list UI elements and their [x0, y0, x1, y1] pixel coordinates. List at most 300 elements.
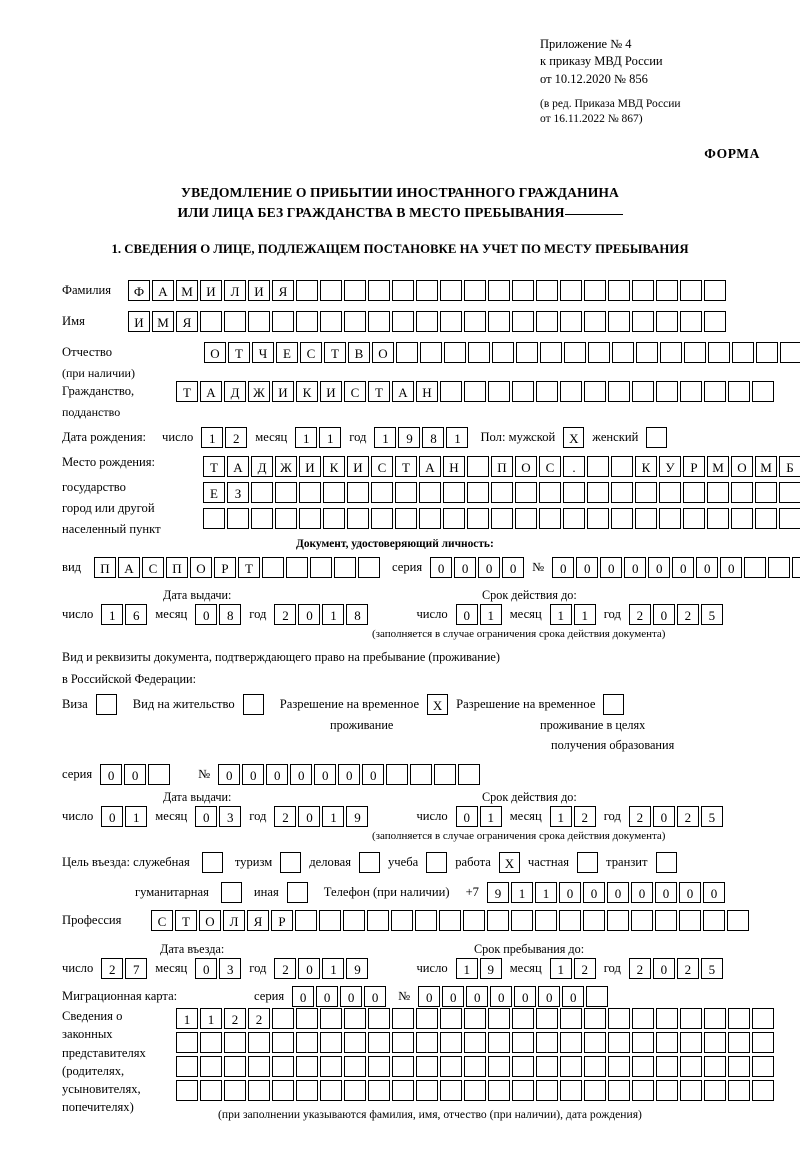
box-cell[interactable]	[516, 342, 538, 363]
box-cell[interactable]	[200, 1080, 222, 1101]
box-cell[interactable]	[434, 764, 456, 785]
box-cell[interactable]	[632, 381, 654, 402]
box-cell[interactable]: В	[348, 342, 370, 363]
box-cell[interactable]	[319, 910, 341, 931]
box-cell[interactable]: 0	[298, 958, 320, 979]
box-cell[interactable]	[323, 508, 345, 529]
box-cell[interactable]: 0	[703, 882, 725, 903]
box-cell[interactable]	[416, 1056, 438, 1077]
edu-residence-checkbox[interactable]	[603, 694, 624, 715]
box-cell[interactable]: 0	[653, 806, 675, 827]
box-cell[interactable]: 9	[398, 427, 420, 448]
box-cell[interactable]	[584, 381, 606, 402]
purpose-business-checkbox[interactable]	[359, 852, 380, 873]
box-cell[interactable]	[704, 381, 726, 402]
box-cell[interactable]: 0	[478, 557, 500, 578]
box-cell[interactable]	[680, 280, 702, 301]
issue-month-input[interactable]	[195, 604, 241, 625]
box-cell[interactable]	[176, 1056, 198, 1077]
box-cell[interactable]	[560, 381, 582, 402]
box-cell[interactable]	[464, 1008, 486, 1029]
box-cell[interactable]	[536, 1056, 558, 1077]
doc-kind-input[interactable]	[94, 557, 380, 578]
box-cell[interactable]	[368, 1032, 390, 1053]
box-cell[interactable]	[296, 1080, 318, 1101]
box-cell[interactable]: Р	[271, 910, 293, 931]
box-cell[interactable]	[515, 482, 537, 503]
box-cell[interactable]: 0	[490, 986, 512, 1007]
box-cell[interactable]	[416, 280, 438, 301]
box-cell[interactable]: Д	[224, 381, 246, 402]
box-cell[interactable]	[636, 342, 658, 363]
box-cell[interactable]: 0	[466, 986, 488, 1007]
box-cell[interactable]: 8	[346, 604, 368, 625]
box-cell[interactable]	[768, 557, 790, 578]
box-cell[interactable]	[563, 482, 585, 503]
box-cell[interactable]	[347, 482, 369, 503]
surname-input[interactable]	[128, 280, 726, 301]
legal-rep-input-4[interactable]	[176, 1080, 774, 1101]
box-cell[interactable]: А	[419, 456, 441, 477]
box-cell[interactable]: Ф	[128, 280, 150, 301]
box-cell[interactable]: 0	[679, 882, 701, 903]
box-cell[interactable]	[487, 910, 509, 931]
box-cell[interactable]	[416, 311, 438, 332]
box-cell[interactable]	[632, 280, 654, 301]
box-cell[interactable]	[756, 342, 778, 363]
box-cell[interactable]: К	[323, 456, 345, 477]
box-cell[interactable]: К	[635, 456, 657, 477]
box-cell[interactable]	[656, 1080, 678, 1101]
box-cell[interactable]: Я	[176, 311, 198, 332]
purpose-study-checkbox[interactable]	[426, 852, 447, 873]
box-cell[interactable]	[656, 381, 678, 402]
box-cell[interactable]	[587, 508, 609, 529]
box-cell[interactable]	[368, 1008, 390, 1029]
box-cell[interactable]	[320, 1008, 342, 1029]
box-cell[interactable]	[535, 910, 557, 931]
valid-month-input[interactable]	[550, 604, 596, 625]
box-cell[interactable]: А	[227, 456, 249, 477]
purpose-humanitarian-checkbox[interactable]	[221, 882, 242, 903]
box-cell[interactable]: Н	[443, 456, 465, 477]
box-cell[interactable]: 0	[600, 557, 622, 578]
box-cell[interactable]	[272, 1080, 294, 1101]
box-cell[interactable]: 0	[514, 986, 536, 1007]
box-cell[interactable]: 1	[200, 1008, 222, 1029]
box-cell[interactable]: 0	[538, 986, 560, 1007]
box-cell[interactable]: К	[296, 381, 318, 402]
box-cell[interactable]	[224, 1056, 246, 1077]
box-cell[interactable]: 0	[559, 882, 581, 903]
box-cell[interactable]	[262, 557, 284, 578]
box-cell[interactable]	[512, 1080, 534, 1101]
box-cell[interactable]: А	[152, 280, 174, 301]
box-cell[interactable]: 0	[624, 557, 646, 578]
stay-valid-year-input[interactable]	[629, 806, 723, 827]
box-cell[interactable]	[323, 482, 345, 503]
box-cell[interactable]: И	[200, 280, 222, 301]
box-cell[interactable]: 0	[655, 882, 677, 903]
box-cell[interactable]	[612, 342, 634, 363]
box-cell[interactable]	[608, 1032, 630, 1053]
box-cell[interactable]	[272, 1032, 294, 1053]
box-cell[interactable]	[728, 381, 750, 402]
box-cell[interactable]: 3	[219, 806, 241, 827]
box-cell[interactable]	[488, 1080, 510, 1101]
box-cell[interactable]	[392, 311, 414, 332]
box-cell[interactable]	[468, 342, 490, 363]
box-cell[interactable]	[583, 910, 605, 931]
doc-series-input[interactable]	[430, 557, 524, 578]
box-cell[interactable]	[752, 1080, 774, 1101]
box-cell[interactable]: Ж	[275, 456, 297, 477]
box-cell[interactable]: Е	[203, 482, 225, 503]
box-cell[interactable]	[347, 508, 369, 529]
box-cell[interactable]: 0	[101, 806, 123, 827]
stay-issue-year-input[interactable]	[274, 806, 368, 827]
box-cell[interactable]	[656, 1008, 678, 1029]
box-cell[interactable]	[295, 910, 317, 931]
box-cell[interactable]	[704, 280, 726, 301]
box-cell[interactable]: 1	[550, 806, 572, 827]
box-cell[interactable]: 0	[552, 557, 574, 578]
migration-number-input[interactable]	[418, 986, 608, 1007]
box-cell[interactable]	[224, 1032, 246, 1053]
box-cell[interactable]	[392, 1056, 414, 1077]
box-cell[interactable]: П	[166, 557, 188, 578]
box-cell[interactable]	[224, 1080, 246, 1101]
box-cell[interactable]	[752, 1008, 774, 1029]
stay-until-month-input[interactable]	[550, 958, 596, 979]
box-cell[interactable]: 5	[701, 806, 723, 827]
box-cell[interactable]	[512, 280, 534, 301]
box-cell[interactable]: 2	[274, 806, 296, 827]
box-cell[interactable]: 0	[362, 764, 384, 785]
box-cell[interactable]	[680, 1032, 702, 1053]
box-cell[interactable]	[680, 1008, 702, 1029]
box-cell[interactable]: 9	[346, 806, 368, 827]
box-cell[interactable]: Т	[228, 342, 250, 363]
box-cell[interactable]	[536, 311, 558, 332]
box-cell[interactable]	[586, 986, 608, 1007]
box-cell[interactable]	[467, 508, 489, 529]
box-cell[interactable]	[536, 1008, 558, 1029]
box-cell[interactable]	[440, 280, 462, 301]
box-cell[interactable]	[680, 1056, 702, 1077]
purpose-service-checkbox[interactable]	[202, 852, 223, 873]
box-cell[interactable]	[680, 1080, 702, 1101]
box-cell[interactable]	[344, 1008, 366, 1029]
box-cell[interactable]: И	[320, 381, 342, 402]
box-cell[interactable]	[635, 482, 657, 503]
box-cell[interactable]	[679, 910, 701, 931]
box-cell[interactable]	[727, 910, 749, 931]
phone-input[interactable]	[487, 882, 725, 903]
box-cell[interactable]	[728, 1056, 750, 1077]
box-cell[interactable]	[464, 1056, 486, 1077]
box-cell[interactable]	[440, 311, 462, 332]
box-cell[interactable]: О	[372, 342, 394, 363]
sex-male-checkbox[interactable]: X	[563, 427, 584, 448]
box-cell[interactable]	[792, 557, 800, 578]
box-cell[interactable]: М	[152, 311, 174, 332]
box-cell[interactable]	[608, 311, 630, 332]
entry-day-input[interactable]	[101, 958, 147, 979]
box-cell[interactable]: О	[199, 910, 221, 931]
box-cell[interactable]	[344, 1032, 366, 1053]
box-cell[interactable]: 0	[314, 764, 336, 785]
box-cell[interactable]	[492, 342, 514, 363]
box-cell[interactable]	[779, 508, 800, 529]
box-cell[interactable]	[443, 508, 465, 529]
box-cell[interactable]	[704, 1008, 726, 1029]
box-cell[interactable]	[608, 1080, 630, 1101]
box-cell[interactable]	[560, 1008, 582, 1029]
box-cell[interactable]	[704, 1080, 726, 1101]
purpose-transit-checkbox[interactable]	[656, 852, 677, 873]
box-cell[interactable]	[416, 1008, 438, 1029]
box-cell[interactable]	[419, 482, 441, 503]
temp-residence-checkbox[interactable]: X	[427, 694, 448, 715]
box-cell[interactable]	[680, 381, 702, 402]
box-cell[interactable]	[683, 508, 705, 529]
box-cell[interactable]	[659, 482, 681, 503]
box-cell[interactable]	[358, 557, 380, 578]
birth-place-line1-input[interactable]	[203, 456, 800, 477]
box-cell[interactable]: .	[563, 456, 585, 477]
box-cell[interactable]: 0	[653, 958, 675, 979]
box-cell[interactable]	[440, 1056, 462, 1077]
box-cell[interactable]	[272, 1008, 294, 1029]
box-cell[interactable]: 0	[442, 986, 464, 1007]
box-cell[interactable]: 0	[576, 557, 598, 578]
box-cell[interactable]: 2	[677, 604, 699, 625]
box-cell[interactable]	[563, 508, 585, 529]
box-cell[interactable]	[611, 508, 633, 529]
box-cell[interactable]	[540, 342, 562, 363]
box-cell[interactable]	[296, 311, 318, 332]
box-cell[interactable]	[439, 910, 461, 931]
box-cell[interactable]: 9	[480, 958, 502, 979]
box-cell[interactable]	[368, 1080, 390, 1101]
box-cell[interactable]	[632, 1056, 654, 1077]
box-cell[interactable]: И	[272, 381, 294, 402]
box-cell[interactable]	[728, 1008, 750, 1029]
box-cell[interactable]	[464, 381, 486, 402]
box-cell[interactable]	[200, 311, 222, 332]
box-cell[interactable]: 0	[242, 764, 264, 785]
box-cell[interactable]	[660, 342, 682, 363]
purpose-tourism-checkbox[interactable]	[280, 852, 301, 873]
issue-year-input[interactable]	[274, 604, 368, 625]
box-cell[interactable]: 1	[125, 806, 147, 827]
box-cell[interactable]	[440, 1080, 462, 1101]
stay-until-day-input[interactable]	[456, 958, 502, 979]
box-cell[interactable]: 2	[629, 806, 651, 827]
box-cell[interactable]: С	[151, 910, 173, 931]
box-cell[interactable]	[536, 280, 558, 301]
box-cell[interactable]	[708, 342, 730, 363]
residence-permit-checkbox[interactable]	[243, 694, 264, 715]
box-cell[interactable]: С	[300, 342, 322, 363]
box-cell[interactable]: Т	[238, 557, 260, 578]
legal-rep-input-2[interactable]	[176, 1032, 774, 1053]
box-cell[interactable]	[584, 1056, 606, 1077]
box-cell[interactable]	[443, 482, 465, 503]
box-cell[interactable]	[779, 482, 800, 503]
box-cell[interactable]: 0	[266, 764, 288, 785]
box-cell[interactable]	[584, 1080, 606, 1101]
stay-issue-day-input[interactable]	[101, 806, 147, 827]
box-cell[interactable]	[320, 280, 342, 301]
box-cell[interactable]	[296, 1056, 318, 1077]
box-cell[interactable]	[683, 482, 705, 503]
box-cell[interactable]: 0	[292, 986, 314, 1007]
box-cell[interactable]: Т	[368, 381, 390, 402]
box-cell[interactable]	[744, 557, 766, 578]
box-cell[interactable]: 2	[629, 958, 651, 979]
box-cell[interactable]: 1	[550, 958, 572, 979]
box-cell[interactable]	[656, 1032, 678, 1053]
box-cell[interactable]	[320, 1056, 342, 1077]
box-cell[interactable]: 2	[574, 958, 596, 979]
stay-valid-day-input[interactable]	[456, 806, 502, 827]
box-cell[interactable]	[732, 342, 754, 363]
box-cell[interactable]: 0	[338, 764, 360, 785]
box-cell[interactable]: П	[491, 456, 513, 477]
box-cell[interactable]: 0	[195, 958, 217, 979]
box-cell[interactable]	[536, 381, 558, 402]
box-cell[interactable]: У	[659, 456, 681, 477]
valid-day-input[interactable]	[456, 604, 502, 625]
box-cell[interactable]: 1	[101, 604, 123, 625]
box-cell[interactable]	[275, 508, 297, 529]
box-cell[interactable]	[560, 280, 582, 301]
box-cell[interactable]	[632, 1008, 654, 1029]
box-cell[interactable]	[392, 1080, 414, 1101]
box-cell[interactable]: С	[344, 381, 366, 402]
box-cell[interactable]	[584, 1008, 606, 1029]
visa-checkbox[interactable]	[96, 694, 117, 715]
box-cell[interactable]	[728, 1080, 750, 1101]
box-cell[interactable]: А	[392, 381, 414, 402]
box-cell[interactable]: 0	[418, 986, 440, 1007]
box-cell[interactable]	[515, 508, 537, 529]
box-cell[interactable]: Ч	[252, 342, 274, 363]
box-cell[interactable]	[680, 311, 702, 332]
box-cell[interactable]: 3	[219, 958, 241, 979]
box-cell[interactable]: С	[142, 557, 164, 578]
box-cell[interactable]	[560, 1032, 582, 1053]
box-cell[interactable]: 2	[677, 806, 699, 827]
box-cell[interactable]: 1	[176, 1008, 198, 1029]
box-cell[interactable]	[344, 1056, 366, 1077]
box-cell[interactable]	[559, 910, 581, 931]
box-cell[interactable]	[512, 311, 534, 332]
box-cell[interactable]	[752, 1032, 774, 1053]
box-cell[interactable]: А	[118, 557, 140, 578]
box-cell[interactable]	[299, 508, 321, 529]
box-cell[interactable]: Т	[176, 381, 198, 402]
box-cell[interactable]: 1	[535, 882, 557, 903]
box-cell[interactable]: 1	[201, 427, 223, 448]
purpose-work-checkbox[interactable]: X	[499, 852, 520, 873]
box-cell[interactable]	[587, 482, 609, 503]
box-cell[interactable]: 2	[225, 427, 247, 448]
box-cell[interactable]: 5	[701, 604, 723, 625]
box-cell[interactable]: 6	[125, 604, 147, 625]
box-cell[interactable]	[707, 482, 729, 503]
box-cell[interactable]: 1	[511, 882, 533, 903]
box-cell[interactable]	[704, 1056, 726, 1077]
box-cell[interactable]	[464, 1032, 486, 1053]
box-cell[interactable]: 9	[487, 882, 509, 903]
box-cell[interactable]	[296, 1032, 318, 1053]
box-cell[interactable]	[512, 381, 534, 402]
box-cell[interactable]: И	[128, 311, 150, 332]
box-cell[interactable]: Т	[175, 910, 197, 931]
box-cell[interactable]: 0	[298, 806, 320, 827]
box-cell[interactable]: 0	[648, 557, 670, 578]
box-cell[interactable]: 0	[502, 557, 524, 578]
box-cell[interactable]: 2	[248, 1008, 270, 1029]
stay-valid-month-input[interactable]	[550, 806, 596, 827]
box-cell[interactable]	[464, 1080, 486, 1101]
legal-rep-input-1[interactable]	[176, 1008, 774, 1029]
birth-month-input[interactable]	[295, 427, 341, 448]
box-cell[interactable]: С	[539, 456, 561, 477]
box-cell[interactable]: 0	[562, 986, 584, 1007]
box-cell[interactable]	[539, 508, 561, 529]
box-cell[interactable]	[176, 1080, 198, 1101]
box-cell[interactable]	[395, 482, 417, 503]
box-cell[interactable]	[588, 342, 610, 363]
box-cell[interactable]	[584, 1032, 606, 1053]
box-cell[interactable]: 0	[454, 557, 476, 578]
box-cell[interactable]: 0	[218, 764, 240, 785]
stay-issue-month-input[interactable]	[195, 806, 241, 827]
box-cell[interactable]: 8	[219, 604, 241, 625]
doc-number-input[interactable]	[552, 557, 800, 578]
box-cell[interactable]: Е	[276, 342, 298, 363]
box-cell[interactable]	[488, 280, 510, 301]
migration-series-input[interactable]	[292, 986, 386, 1007]
box-cell[interactable]: Р	[683, 456, 705, 477]
box-cell[interactable]	[488, 311, 510, 332]
box-cell[interactable]	[511, 910, 533, 931]
box-cell[interactable]: 2	[677, 958, 699, 979]
box-cell[interactable]: С	[371, 456, 393, 477]
box-cell[interactable]	[344, 311, 366, 332]
box-cell[interactable]	[564, 342, 586, 363]
box-cell[interactable]	[632, 1032, 654, 1053]
box-cell[interactable]	[395, 508, 417, 529]
box-cell[interactable]: Т	[324, 342, 346, 363]
box-cell[interactable]	[368, 280, 390, 301]
box-cell[interactable]	[635, 508, 657, 529]
box-cell[interactable]: М	[176, 280, 198, 301]
box-cell[interactable]: Л	[223, 910, 245, 931]
box-cell[interactable]	[587, 456, 609, 477]
box-cell[interactable]	[560, 1080, 582, 1101]
box-cell[interactable]: 0	[456, 806, 478, 827]
box-cell[interactable]	[391, 910, 413, 931]
box-cell[interactable]: Я	[247, 910, 269, 931]
box-cell[interactable]	[584, 280, 606, 301]
box-cell[interactable]	[200, 1032, 222, 1053]
box-cell[interactable]: 0	[316, 986, 338, 1007]
